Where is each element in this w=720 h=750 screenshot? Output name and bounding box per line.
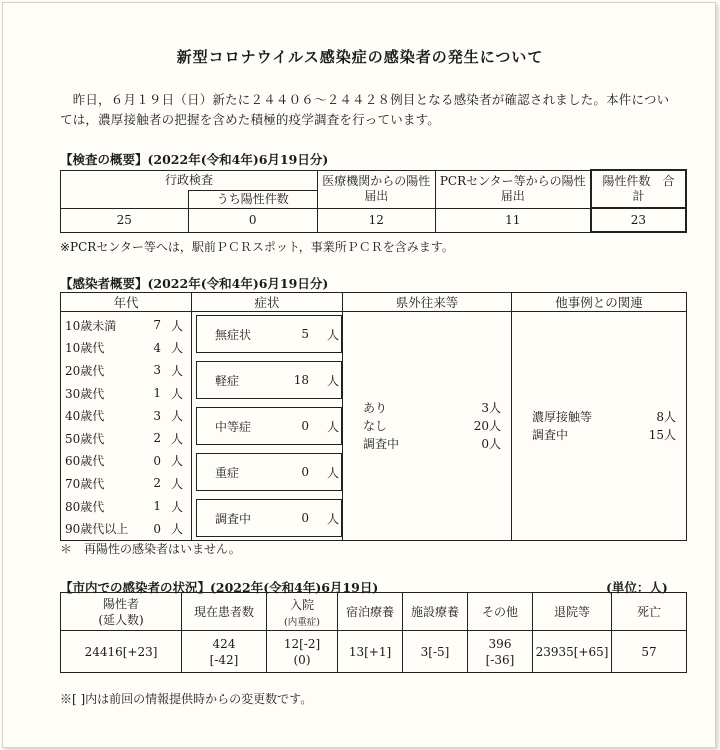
- travel-row: [363, 399, 501, 417]
- testing-table: [60, 169, 687, 233]
- testing-heading: 【検査の概要】(2022年(令和4年)6月19日分): [60, 152, 329, 167]
- current-value: [182, 631, 267, 673]
- h-hosp-sub: (内重症): [267, 617, 338, 631]
- h-facility: 施設療養: [403, 593, 468, 631]
- admin-pos-count: 0: [188, 208, 317, 232]
- testing-note: ※PCRセンター等へは，駅前ＰＣＲスポット，事業所ＰＣＲを含みます。: [60, 240, 454, 254]
- hosp-count: 12[-2]: [283, 636, 321, 651]
- travel-row: [363, 417, 501, 435]
- age-list: [61, 314, 191, 540]
- h-hotel: 宿泊療養: [338, 593, 403, 631]
- hosp-severe: (0): [293, 652, 311, 667]
- age-unit: 人: [171, 386, 184, 401]
- relation-cell: [512, 312, 687, 541]
- relation-value: 8人: [656, 410, 676, 424]
- age-count: 4: [153, 340, 161, 355]
- relation-list: [512, 408, 686, 444]
- age-label: 80歳代: [65, 499, 105, 514]
- symptom-item: [196, 499, 342, 537]
- relation-row: [532, 426, 676, 444]
- unit-label: (単位：人): [606, 580, 668, 595]
- positive-value: 24416[+23]: [61, 631, 182, 673]
- age-count: 3: [153, 408, 161, 423]
- age-unit: 人: [171, 476, 184, 491]
- h-positive-label: 陽性者: [102, 596, 139, 611]
- age-row: [61, 495, 191, 518]
- age-count: 3: [153, 363, 161, 378]
- travel-value: 20人: [473, 419, 501, 433]
- age-label: 10歳未満: [65, 318, 117, 333]
- symptom-item: [196, 315, 342, 353]
- age-unit: 人: [171, 363, 184, 378]
- symptom-count: 0: [301, 419, 309, 433]
- age-count: 1: [153, 499, 161, 514]
- death-value: 57: [612, 631, 687, 673]
- age-label: 90歳代以上: [65, 522, 129, 537]
- age-label: 60歳代: [65, 454, 105, 469]
- page-title: 新型コロナウイルス感染症の感染者の発生について: [176, 48, 544, 66]
- age-count: 0: [153, 453, 161, 468]
- relation-value: 15人: [648, 428, 676, 442]
- col-medical: 医療機関からの陽性届出: [317, 170, 435, 208]
- hotel-value: 13[+1]: [338, 631, 403, 673]
- age-unit: 人: [171, 431, 184, 446]
- age-unit: 人: [171, 522, 184, 537]
- travel-list: [343, 399, 511, 453]
- symptom-unit: 人: [327, 511, 340, 526]
- age-label: 30歳代: [65, 386, 105, 401]
- discharged-value: 23935[+65]: [533, 631, 612, 673]
- pcr-count: 11: [435, 208, 591, 232]
- travel-label: 調査中: [363, 437, 400, 451]
- facility-value: 3[-5]: [403, 631, 468, 673]
- symptom-label: 無症状: [215, 327, 252, 342]
- age-count: 2: [153, 431, 161, 446]
- col-admin: 行政検査: [61, 170, 318, 190]
- age-label: 50歳代: [65, 431, 105, 446]
- symptom-count: 5: [301, 327, 309, 341]
- symptom-unit: 人: [327, 373, 340, 388]
- age-count: 0: [153, 521, 161, 536]
- symptom-count: 0: [301, 511, 309, 525]
- age-count: 7: [153, 318, 161, 333]
- relation-label: 調査中: [532, 428, 569, 442]
- h-symptom: 症状: [192, 293, 343, 312]
- h-positive-sub: (延人数): [98, 612, 144, 627]
- symptom-list: [196, 315, 342, 537]
- travel-value: 0人: [481, 437, 501, 451]
- symptom-unit: 人: [327, 465, 340, 480]
- summary-table: [60, 292, 687, 541]
- travel-row: [363, 435, 501, 453]
- symptom-unit: 人: [327, 419, 340, 434]
- symptom-item: [196, 407, 342, 445]
- hosp-value: [267, 631, 338, 673]
- city-note: ※[ ]内は前回の情報提供時からの変更数です。: [60, 692, 313, 706]
- summary-heading: 【感染者概要】(2022年(令和4年)6月19日分): [60, 276, 329, 291]
- medical-count: 12: [317, 208, 435, 232]
- other-count: 396: [488, 636, 512, 651]
- age-row: [61, 337, 191, 360]
- symptom-label: 中等症: [215, 419, 252, 434]
- age-label: 70歳代: [65, 476, 105, 491]
- travel-cell: [343, 312, 512, 541]
- h-relation: 他事例との関連: [512, 293, 687, 312]
- symptom-item: [196, 453, 342, 491]
- intro-paragraph: 昨日，６月１９日（日）新たに２４４０６～２４４２８例目となる感染者が確認されました。本件については，濃厚接触者の把握を含めた積極的疫学調査を行っています。: [60, 92, 670, 127]
- symptom-label: 軽症: [215, 373, 240, 388]
- age-unit: 人: [171, 341, 184, 356]
- relation-label: 濃厚接触等: [532, 410, 593, 424]
- symptom-label: 重症: [215, 465, 240, 480]
- symptom-item: [196, 361, 342, 399]
- col-total: 陽性件数 合 計: [591, 170, 686, 208]
- summary-note: ＊ 再陽性の感染者はいません。: [60, 542, 241, 556]
- relation-row: [532, 408, 676, 426]
- h-current: 現在患者数: [182, 593, 267, 631]
- age-row: [61, 472, 191, 495]
- city-heading: 【市内での感染者の状況】(2022年(令和4年)6月19日): [60, 580, 379, 595]
- current-count: 424: [212, 636, 236, 651]
- age-row: [61, 404, 191, 427]
- symptom-count: 18: [293, 373, 309, 387]
- symptom-unit: 人: [327, 327, 340, 342]
- other-value: [468, 631, 533, 673]
- age-count: 2: [153, 476, 161, 491]
- travel-value: 3人: [481, 401, 501, 415]
- age-unit: 人: [171, 318, 184, 333]
- symptom-cell: [192, 312, 343, 541]
- other-diff: [-36]: [485, 652, 515, 667]
- h-other: その他: [468, 593, 533, 631]
- h-death: 死亡: [612, 593, 687, 631]
- symptom-label: 調査中: [215, 511, 252, 526]
- age-row: [61, 450, 191, 473]
- age-unit: 人: [171, 409, 184, 424]
- h-positive: [61, 593, 182, 631]
- age-count: 1: [153, 386, 161, 401]
- age-row: [61, 517, 191, 540]
- admin-count: 25: [61, 208, 189, 232]
- age-label: 10歳代: [65, 341, 105, 356]
- h-travel: 県外往来等: [343, 293, 512, 312]
- col-admin-pos: うち陽性件数: [188, 190, 317, 208]
- h-hosp: 入院: [267, 593, 338, 617]
- age-label: 20歳代: [65, 363, 105, 378]
- total-count: 23: [591, 208, 686, 232]
- age-row: [61, 314, 191, 337]
- col-pcr: PCRセンター等からの陽性届出: [435, 170, 591, 208]
- age-row: [61, 359, 191, 382]
- travel-label: あり: [363, 401, 388, 415]
- current-diff: [-42]: [209, 652, 239, 667]
- symptom-count: 0: [301, 465, 309, 479]
- h-discharged: 退院等: [533, 593, 612, 631]
- h-age: 年代: [61, 293, 192, 312]
- city-table: [60, 592, 687, 673]
- age-unit: 人: [171, 499, 184, 514]
- age-row: [61, 427, 191, 450]
- age-cell: [61, 312, 192, 541]
- age-row: [61, 382, 191, 405]
- age-unit: 人: [171, 454, 184, 469]
- age-label: 40歳代: [65, 409, 105, 424]
- travel-label: なし: [363, 419, 388, 433]
